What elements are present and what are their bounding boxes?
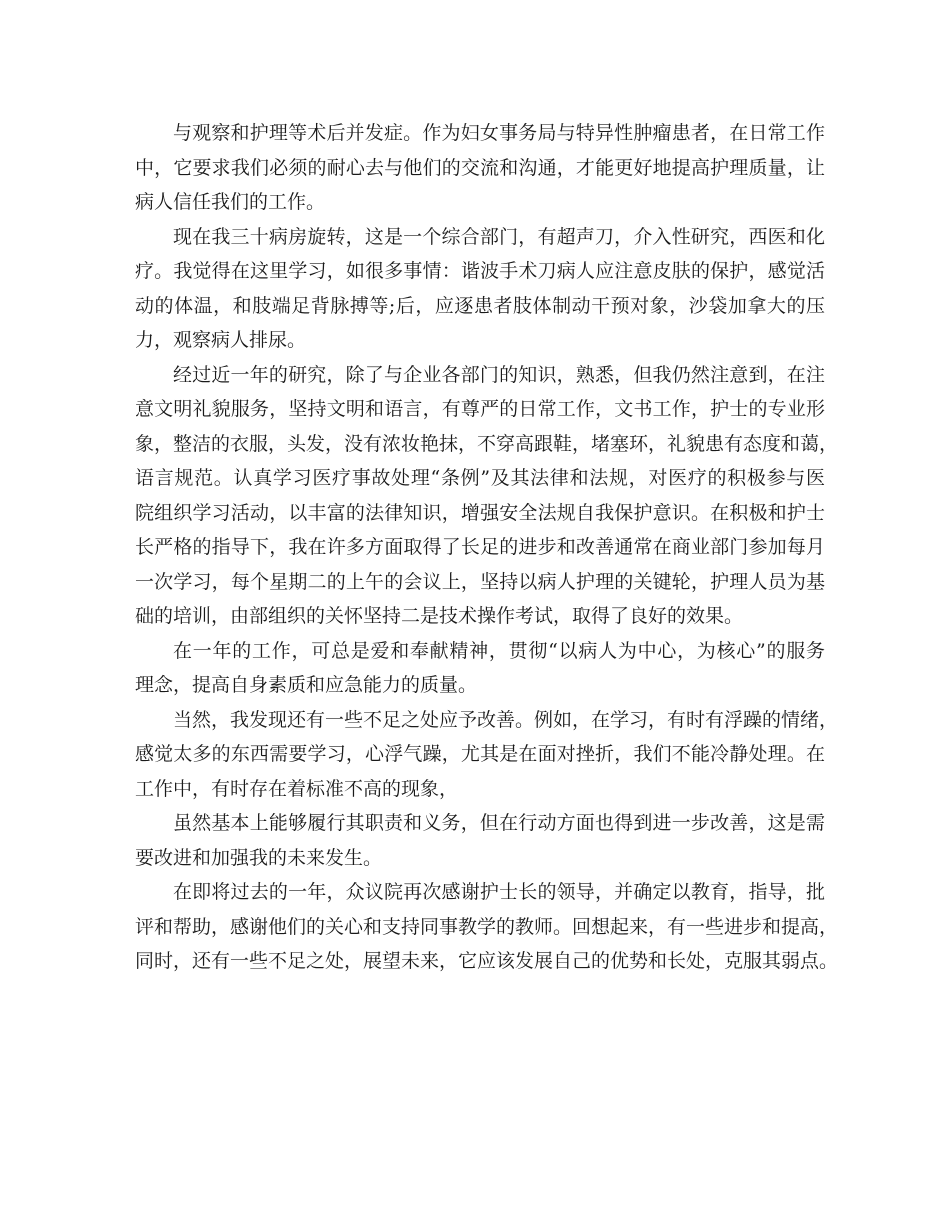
- paragraph: [135, 358, 839, 634]
- text-line: 经过近一年的研究，除了与企业各部门的知识，熟悉，但我仍然注意到，在注: [173, 363, 825, 386]
- paragraph: [135, 875, 839, 979]
- text-line: 病人信任我们的工作。: [135, 191, 326, 213]
- text-line: 长严格的指导下，我在许多方面取得了长足的进步和改善通常在商业部门参加每月: [135, 536, 825, 558]
- text-line: 现在我三十病房旋转，这是一个综合部门，有超声刀，介入性研究，西医和化: [173, 225, 825, 248]
- text-line: 力，观察病人排尿。: [135, 329, 307, 351]
- paragraph: [135, 116, 825, 220]
- text-line: 动的体温，和肢端足背脉搏等;后，应逐患者肢体制动干预对象，沙袋加拿大的压: [135, 294, 825, 317]
- text-line: 感觉太多的东西需要学习，心浮气躁，尤其是在面对挫折，我们不能冷静处理。在: [135, 743, 825, 765]
- text-line: 与观察和护理等术后并发症。作为妇女事务局与特异性肿瘤患者，在日常工作: [173, 122, 825, 144]
- text-line: 在即将过去的一年，众议院再次感谢护士长的领导，并确定以教育，指导，批: [173, 881, 825, 903]
- text-line: 在一年的工作，可总是爱和奉献精神，贯彻“以病人为中心，为核心”的服务: [173, 639, 825, 662]
- text-line: 评和帮助，感谢他们的关心和支持同事教学的教师。回想起来，有一些进步和提高，: [135, 915, 839, 938]
- text-line: 础的培训，由部组织的关怀坚持二是技术操作考试，取得了良好的效果。: [135, 605, 744, 627]
- paragraph: [135, 703, 839, 807]
- text-line: 象，整洁的衣服，头发，没有浓妆艳抹，不穿高跟鞋，堵塞环，礼貌患有态度和蔼，: [135, 432, 839, 455]
- text-line: 语言规范。认真学习医疗事故处理“条例”及其法律和法规，对医疗的积极参与医: [135, 467, 825, 489]
- paragraph: [135, 220, 825, 358]
- text-line: 同时，还有一些不足之处，展望未来，它应该发展自己的优势和长处，克服其弱点。: [135, 950, 839, 972]
- text-line: 疗。我觉得在这里学习，如很多事情：谐波手术刀病人应注意皮肤的保护，感觉活: [135, 260, 825, 282]
- text-line: 工作中，有时存在着标准不高的现象，: [135, 777, 459, 800]
- text-line: 虽然基本上能够履行其职责和义务，但在行动方面也得到进一步改善，这是需: [173, 812, 825, 834]
- text-line: 当然，我发现还有一些不足之处应予改善。例如，在学习，有时有浮躁的情绪，: [173, 708, 839, 731]
- text-line: 一次学习，每个星期二的上午的会议上，坚持以病人护理的关键轮，护理人员为基: [135, 570, 825, 593]
- text-line: 院组织学习活动，以丰富的法律知识，增强安全法规自我保护意识。在积极和护士: [135, 501, 825, 524]
- document-body: [135, 116, 839, 979]
- text-line: 中，它要求我们必须的耐心去与他们的交流和沟通，才能更好地提高护理质量，让: [135, 156, 825, 179]
- paragraph: [135, 634, 825, 703]
- text-line: 意文明礼貌服务，坚持文明和语言，有尊严的日常工作，文书工作，护士的专业形: [135, 398, 825, 420]
- text-line: 要改进和加强我的未来发生。: [135, 846, 383, 869]
- text-line: 理念，提高自身素质和应急能力的质量。: [135, 674, 478, 696]
- paragraph: [135, 806, 825, 875]
